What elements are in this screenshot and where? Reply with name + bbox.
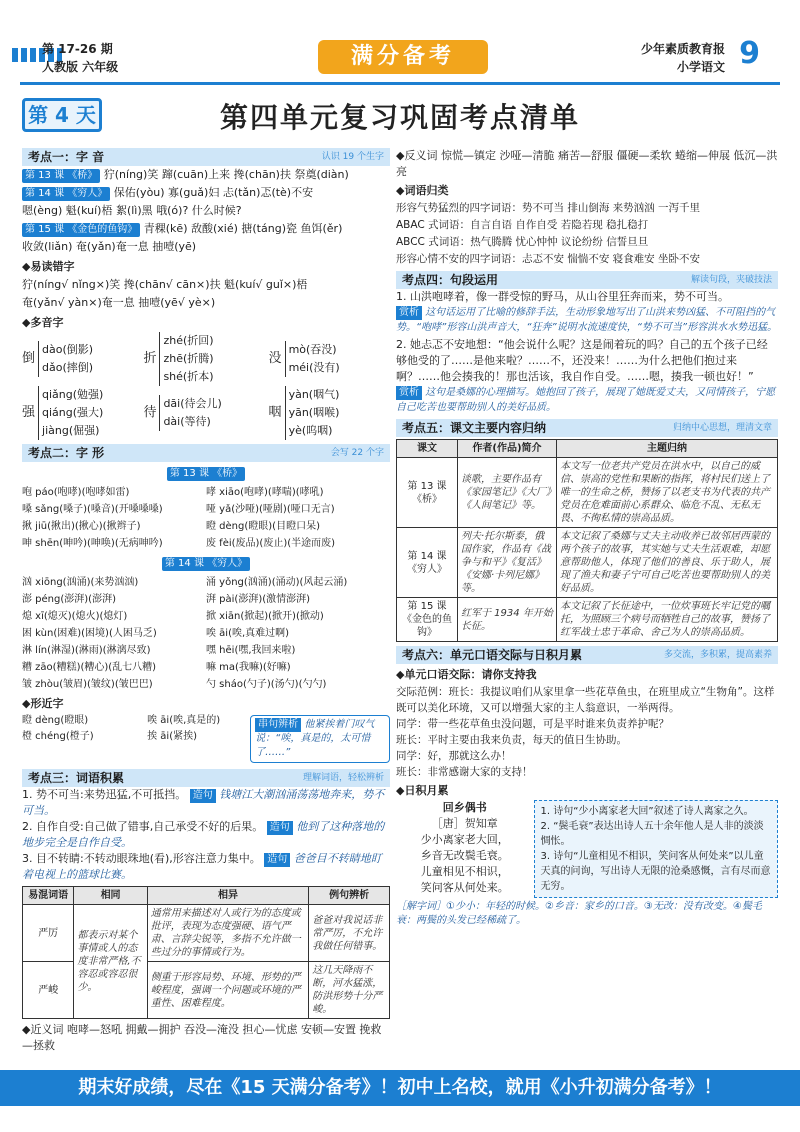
shape-row: 嗓 sǎng(嗓子)(嗓音)(开嗓嗓嗓) 哑 yǎ(沙哑)(哑剧)(哑口无言) <box>22 504 335 515</box>
poem: 回乡偶书 ［唐］贺知章 少小离家老大回， 乡音无改鬓毛衰。 儿童相见不相识， 笑问客从何处来。 <box>420 801 509 894</box>
lesson-tag: 第 14 课 《穷人》 <box>22 187 110 201</box>
shape-row: 呻 shēn(呻吟)(呻唤)(无病呻吟) 废 fèi(废品)(废止)(半途而废) <box>22 538 336 549</box>
poly-item: 折 zhé(折回) zhē(折腾) shé(折本) <box>143 332 268 386</box>
lesson-banner: 第 14 课 《穷人》 <box>22 554 390 572</box>
pron-text: 狞(níng)笑 蹿(cuān)上来 搀(chān)扶 祭奠(diàn) <box>103 168 349 181</box>
section-title: 考点四：句段运用 <box>402 273 499 287</box>
right-column <box>396 148 778 928</box>
shape-table-14 <box>22 574 390 693</box>
lesson-tag: 第 13 课 《桥》 <box>22 169 100 183</box>
sentence-analysis: 赏析 这句话运用了比喻的修辞手法，生动形象地写出了山洪来势凶猛、不可阻挡的气势。“咆哮”形容山洪声音大，“狂奔”说明水流速度快，“势不可当”形容洪水水势迅猛。 <box>396 307 778 333</box>
pron-text: 青稞(kē) 敌酸(xié) 搪(táng)瓷 鱼饵(ěr) <box>143 222 343 235</box>
header-left <box>42 40 118 76</box>
pron-line <box>22 184 390 202</box>
poly-item: 咽 yàn(咽气) yān(咽喉) yè(呜咽) <box>269 386 390 440</box>
lesson-tag: 第 15 课 《金色的鱼钩》 <box>22 223 140 237</box>
word-item: 1. 势不可当:来势迅猛,不可抵挡。 造句 钱塘江大潮汹涌荡荡地奔来，势不可当。 <box>22 788 385 817</box>
day-badge: 第 4 天 <box>22 98 102 132</box>
pron-line: 嗯(èng) 魁(kuí)梧 絮(lì)黑 哦(ó)? 什么时候? <box>22 204 242 217</box>
poly-item: 没 mò(吞没) méi(没有) <box>269 332 390 386</box>
oral-title: ◆单元口语交际：请你支持我 <box>396 668 537 681</box>
footer-banner: 期末好成绩，尽在《15 天满分备考》！初中上名校，就用《小升初满分备考》！ <box>0 1070 800 1106</box>
table-row: 第 15 课《金色的鱼钩》 红军于 1934 年开始长征。 本文记叙了长征途中，一位炊事班长牢记党的嘱托，为照顾三个病号而牺牲自己的故事，赞扬了红军战士忠于革命、舍己为人的崇高品质。 <box>397 598 778 642</box>
sentence-box: 串句辨析 他紧挨着门叹气说：“唉，真是的，太可惜了……” <box>250 715 390 763</box>
shape-similar-title: ◆形近字 <box>22 697 64 710</box>
antonyms: ◆反义词 惊慌—镇定 沙哑—清脆 痛苦—舒服 僵硬—柔软 蜷缩—伸展 低沉—洪亮 <box>396 149 778 178</box>
shape-row: 困 kùn(困难)(困境)(人困马乏) 唉 āi(唉,真难过啊) <box>22 628 290 639</box>
accumulation-title: ◆日积月累 <box>396 784 449 797</box>
lesson-summary-table: 课文 作者(作品)简介 主题归纳 第 13 课《桥》 谈歌，主要作品有《家园笔记》《大厂》《人间笔记》等。 本文写一位老共产党员在洪水中，以自己的威信、崇高的党性和果断的指挥，将村民们送上了唯一的生命之桥，赞扬了以老支书为代表的共产党员在危难面前心系群众、临危不乱、无私无畏、不徇私情的崇高品质。 第 14 课《穷人》 列夫·托尔斯泰，俄国作家，作品有《战争与和平》《复活》《安娜·卡列尼娜》等。 本文记叙了桑娜与丈夫主动收养已故邻居西蒙的两个孩子的故事，其实她与丈夫生活艰难，却愿意帮助他人，体现了他们的善良、乐于助人，展现了渔夫和妻子宁可自己吃苦也要帮助别人的美好品质。 第 15 课《金色的鱼钩》 红军于 1934 年开始长征。 本文记叙了长征途中，一位炊事班长牢记党的嘱托，为照顾三个病号而牺牲自己的故事，赞扬了红军战士忠于革命、舍己为人的崇高品质。 <box>396 439 778 642</box>
shape-row: 熄 xī(熄灭)(熄火)(熄灯) 掀 xiān(掀起)(掀开)(掀动) <box>22 611 324 622</box>
section-tag: 认识 19 个生字 <box>321 152 384 162</box>
poem-area <box>396 800 778 898</box>
shape-table-13 <box>22 484 390 552</box>
sentence-analysis: 赏析 这句是桑娜的心理描写。她抱回了孩子，展现了她既爱丈夫，又同情孩子，宁愿自己吃苦也要帮助别人的美好品质。 <box>396 387 776 413</box>
pron-line: 收敛(liǎn) 奄(yǎn)奄一息 抽噎(yē) <box>22 240 197 253</box>
left-column <box>22 148 390 1054</box>
pron-line <box>22 166 390 184</box>
page-title: 第四单元复习巩固考点清单 <box>219 101 580 134</box>
glossary: ［解字词］①少小：年轻的时候。②乡音：家乡的口音。③无改：没有改变。④鬓毛衰：两鬓的头发已经稀疏了。 <box>396 901 762 926</box>
section-5-header <box>396 419 778 437</box>
word-item: 3. 目不转睛:不转动眼珠地(看),形容注意力集中。 造句 爸爸目不转睛地盯着电视上的篮球比赛。 <box>22 852 382 881</box>
easy-line: 奄(yǎn√ yàn×)奄一息 抽噎(yē√ yè×) <box>22 296 216 309</box>
synonyms: ◆近义词 咆哮—怒吼 拥戴—拥护 吞没—淹没 担心—忧虑 安顿—安置 挽救—拯救 <box>22 1023 382 1052</box>
easy-line: 狞(níng√ nǐng×)笑 搀(chān√ cān×)扶 魁(kuí√ guǐ×)梧 <box>22 278 308 291</box>
shape-row: 皱 zhòu(皱眉)(皱纹)(皱巴巴) 勺 sháo(勺子)(汤勺)(勺勺) <box>22 679 327 690</box>
poly-title: ◆多音字 <box>22 316 64 329</box>
shape-similar: 瞪 dèng(瞪眼) 橙 chéng(橙子) 唉 āi(唉,真是的) 挨 āi(紧挨) 串句辨析 他紧挨着门叹气说：“唉，真是的，太可惜了……” <box>22 713 390 765</box>
sentence-question: 1. 山洪咆哮着，像一群受惊的野马，从山谷里狂奔而来，势不可当。 <box>396 290 729 303</box>
shape-row: 咆 páo(咆哮)(咆哮如雷) 哮 xiāo(咆哮)(哮喘)(哮吼) <box>22 487 324 498</box>
subject-label: 小学语文 <box>676 60 725 74</box>
section-tag: 理解词语，轻松辨析 <box>302 773 384 783</box>
edition-label: 人教版 六年级 <box>42 60 119 74</box>
section-2-header <box>22 444 390 462</box>
shape-row: 澎 péng(澎湃)(澎湃) 湃 pài(澎湃)(激情澎湃) <box>22 594 311 605</box>
section-tag: 解读句段，夹破技法 <box>690 275 772 285</box>
table-row: 第 14 课《穷人》 列夫·托尔斯泰，俄国作家，作品有《战争与和平》《复活》《安娜·卡列尼娜》等。 本文记叙了桑娜与丈夫主动收养已故邻居西蒙的两个孩子的故事，其实她与丈夫生活艰难，却愿意帮助他人，体现了他们的善良、乐于助人，展现了渔夫和妻子宁可自己吃苦也要帮助别人的美好品质。 <box>397 528 778 598</box>
word-item: 2. 自作自受:自己做了错事,自己承受不好的后果。 造句 他到了这种落地的地步完全是自作自受。 <box>22 820 385 849</box>
poem-notes: 1. 诗句“少小离家老大回”叙述了诗人离家之久。 2. “鬓毛衰”表达出诗人五十余年他人是人非的淡淡惆怅。 3. 诗句“儿童相见不相识，笑问客从何处来”以儿童天真的问询，写出诗人无限的沧桑感慨，言有尽而意无穷。 <box>534 800 778 898</box>
shape-row: 淋 lín(淋湿)(淋雨)(淋漓尽致) 嘿 hēi(嘿,我回来啦) <box>22 645 296 656</box>
section-tag: 会写 22 个字 <box>330 448 384 458</box>
page-number: 9 <box>739 36 760 71</box>
section-4-header <box>396 271 778 289</box>
sentence-question: 2. 她忐忑不安地想：“他会说什么呢？这是闹着玩的吗？自己的五个孩子已经够他受的了……是他来啦？……不，还没来！……为什么把他们抱过来啊？……他会揍我的！那也活该，我自作自受。……嗯，揍我一顿也好！” <box>396 338 768 383</box>
shape-row: 揪 jiū(揪出)(揪心)(揪辫子) 瞪 dèng(瞪眼)(目瞪口呆) <box>22 521 320 532</box>
pron-line <box>22 220 390 238</box>
newspaper-label: 少年素质教育报 <box>640 42 725 56</box>
section-title: 考点二：字 形 <box>28 446 105 460</box>
section-title: 考点五：课文主要内容归纳 <box>402 421 547 435</box>
table-row: 第 13 课《桥》 谈歌，主要作品有《家园笔记》《大厂》《人间笔记》等。 本文写一位老共产党员在洪水中，以自己的威信、崇高的党性和果断的指挥，将村民们送上了唯一的生命之桥，赞扬了以老支书为代表的共产党员在危难面前心系群众、临危不乱、无私无畏、不徇私情的崇高品质。 <box>397 458 778 528</box>
category-list: 形容气势猛烈的四字词语：势不可当 排山倒海 来势汹汹 一泻千里 ABAC 式词语：自言自语 自作自受 若隐若现 稳扎稳打 ABCC 式词语：热气腾腾 忧心忡忡 议论纷纷 信誓旦旦 形容心情不安的四字词语：忐忑不安 惴惴不安 寝食难安 坐卧不安 <box>396 202 701 265</box>
header-right <box>641 40 725 76</box>
shape-row: 糟 zāo(糟糕)(糟心)(乱七八糟) 嘛 ma(我嘛)(好嘛) <box>22 662 291 673</box>
section-tag: 多交流，多积累，提高素养 <box>663 650 772 660</box>
pron-text: 保佑(yòu) 寡(guǎ)妇 忐(tǎn)忑(tè)不安 <box>113 186 314 199</box>
oral-dialogue: 交际范例：班长：我提议咱们从家里拿一些花草鱼虫，在班里成立“生物角”。这样既可以美化环境，又可以增强大家的主人翁意识，一举两得。 同学：带一些花草鱼虫没问题，可是平时谁来负责养护呢？ 班长：平时主要由我来负责，每天的值日生协助。 同学：好，那就这么办！ 班长：非常感谢大家的支持！ <box>396 686 775 778</box>
confusing-words-table: 易混词语 相同 相异 例句辨析 严厉 都表示对某个事情或人的态度非常严格,不容忍或容忍很少。 通常用来描述对人或行为的态度或批评，表现为态度强硬、语气严肃、言辞尖锐等，多指不允许做一些过分的事情或行为。 爸爸对我说话非常严厉，不允许我做任何错事。 严峻 侧重于形容局势、环境、形势的严峻程度，强调一个问题或环境的严重性、困难程度。 这几天降雨不断，河水猛涨，防洪形势十分严峻。 <box>22 886 390 1019</box>
section-title: 考点一：字 音 <box>28 150 105 164</box>
lesson-banner: 第 13 课 《桥》 <box>22 464 390 482</box>
section-1-header <box>22 148 390 166</box>
category-title: ◆词语归类 <box>396 184 449 197</box>
shape-row: 汹 xiōng(汹涌)(来势汹汹) 涌 yǒng(汹涌)(涌动)(风起云涌) <box>22 577 348 588</box>
section-6-header <box>396 646 778 664</box>
section-3-header <box>22 769 390 787</box>
section-title: 考点三：词语积累 <box>28 771 125 785</box>
issue-label: 第 17-26 期 <box>42 42 113 56</box>
section-title: 考点六：单元口语交际与日积月累 <box>402 648 583 662</box>
poly-item: 倒 dào(倒影) dǎo(摔倒) <box>22 332 143 386</box>
poly-item: 待 dāi(待会儿) dài(等待) <box>143 386 268 440</box>
easy-title: ◆易读错字 <box>22 260 75 273</box>
poly-grid <box>22 332 390 440</box>
section-tag: 归纳中心思想，理清文章 <box>672 423 772 433</box>
header-divider <box>20 82 780 85</box>
brand-logo: 满分备考 <box>318 40 488 74</box>
poly-item: 强 qiǎng(勉强) qiáng(强大) jiàng(倔强) <box>22 386 143 440</box>
